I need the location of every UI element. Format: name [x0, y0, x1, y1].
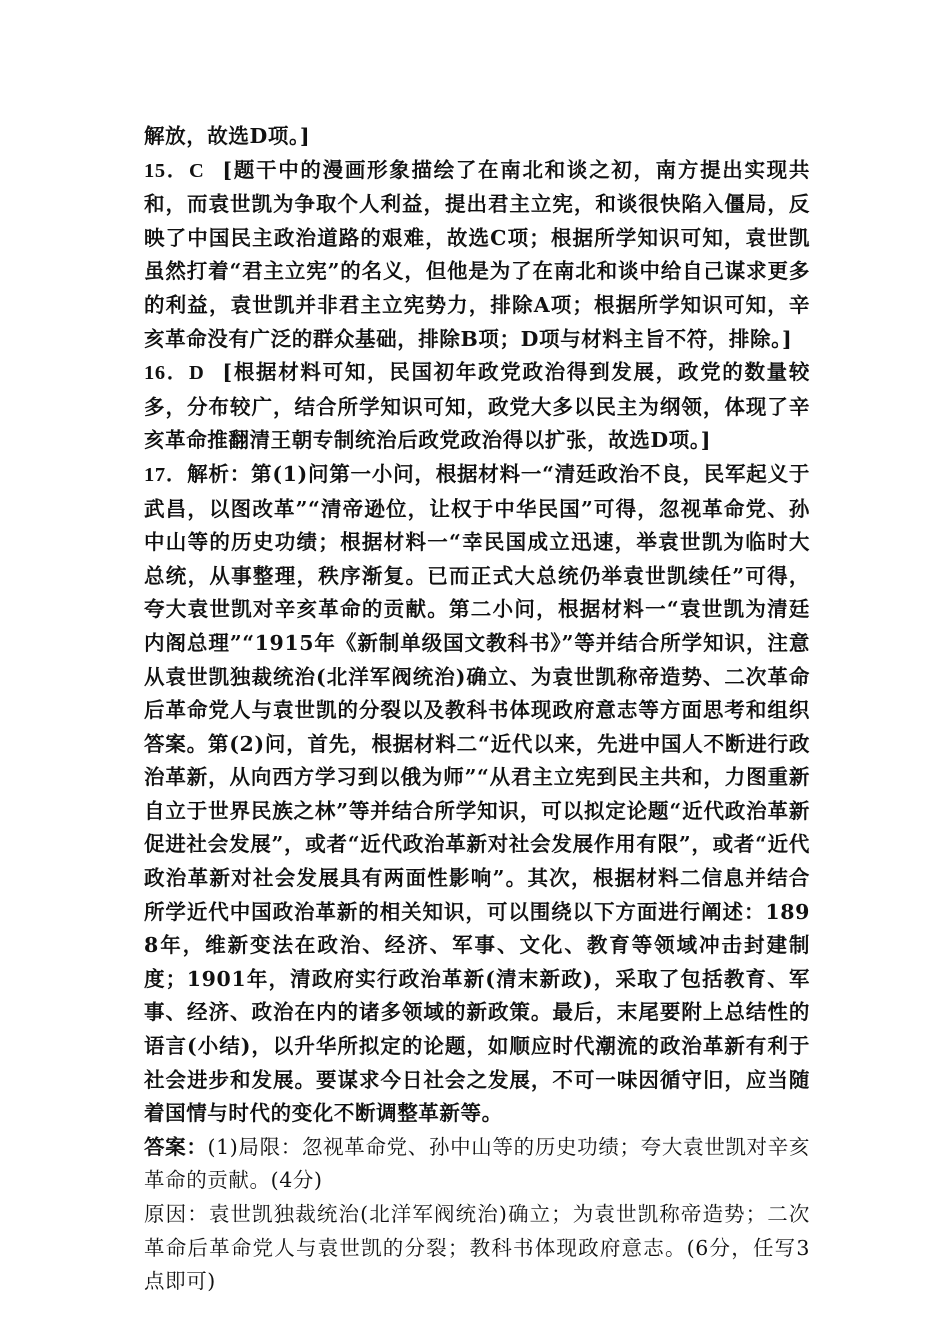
question-16-number: 16．D: [144, 362, 205, 385]
question-17: [144, 458, 810, 1131]
question-17-text: 第(1)问第一小问，根据材料一“清廷政治不良，民军起义于武昌，以图改革”“清帝逊位，让权于中华民国”可得，忽视革命党、孙中山等的历史功绩；根据材料一“幸民国成立迅速，举袁世凯为临时大总统，从事整理，秩序渐复。已而正式大总统仍举袁世凯续任”可得，夸大袁世凯对辛亥革命的贡献。第二小问，根据材料一“袁世凯为清廷内阁总理”“1915年《新制单级国文教科书》”等并结合所学知识，注意从袁世凯独裁统治(北洋军阀统治)确立、为袁世凯称帝造势、二次革命后革命党人与袁世凯的分裂以及教科书体现政府意志等方面思考和组织答案。第(2)问，首先，根据材料二“近代以来，先进中国人不断进行政治革新，从向西方学习到以俄为师”“从君主立宪到民主共和，力图重新自立于世界民族之林”等并结合所学知识，可以拟定论题“近代政治革新促进社会发展”，或者“近代政治革新对社会发展作用有限”，或者“近代政治革新对社会发展具有两面性影响”。其次，根据材料二信息并结合所学近代中国政治革新的相关知识，可以围绕以下方面进行阐述：1898年，维新变法在政治、经济、军事、文化、教育等领域冲击封建制度；1901年，清政府实行政治革新(清末新政)，采取了包括教育、军事、经济、政治在内的诸多领域的新政策。最后，末尾要附上总结性的语言(小结)，以升华所拟定的论题，如顺应时代潮流的政治革新有利于社会进步和发展。要谋求今日社会之发展，不可一味因循守旧，应当随着国情与时代的变化不断调整革新等。: [144, 461, 810, 1126]
document-page: [144, 120, 810, 1299]
question-15-number: 15．C: [144, 159, 205, 182]
reason-paragraph: 原因：袁世凯独裁统治(北洋军阀统治)确立；为袁世凯称帝造势；二次革命后革命党人与袁世凯的分裂；教科书体现政府意志。(6分，任写3点即可): [144, 1202, 810, 1294]
question-16: [144, 356, 810, 458]
answer-label: 答案：: [144, 1134, 208, 1159]
answer-paragraph: [144, 1131, 810, 1198]
answer-text: (1)局限：忽视革命党、孙中山等的历史功绩；夸大袁世凯对辛亥革命的贡献。(4分): [144, 1134, 810, 1193]
question-17-number: 17．解析：: [144, 463, 252, 486]
question-15: [144, 154, 810, 357]
question-15-text: [题干中的漫画形象描绘了在南北和谈之初，南方提出实现共和，而袁世凯为争取个人利益，提出君主立宪，和谈很快陷入僵局，反映了中国民主政治道路的艰难，故选C项；根据所学知识可知，袁世凯虽然打着“君主立宪”的名义，但他是为了在南北和谈中给自己谋求更多的利益，袁世凯并非君主立宪势力，排除A项；根据所学知识可知，辛亥革命没有广泛的群众基础，排除B项；D项与材料主旨不符，排除。]: [144, 157, 810, 351]
paragraph-continuation: 解放，故选D项。]: [144, 124, 311, 148]
question-16-text: [根据材料可知，民国初年政党政治得到发展，政党的数量较多，分布较广，结合所学知识可知，政党大多以民主为纲领，体现了辛亥革命推翻清王朝专制统治后政党政治得以扩张，故选D项。]: [144, 360, 810, 453]
